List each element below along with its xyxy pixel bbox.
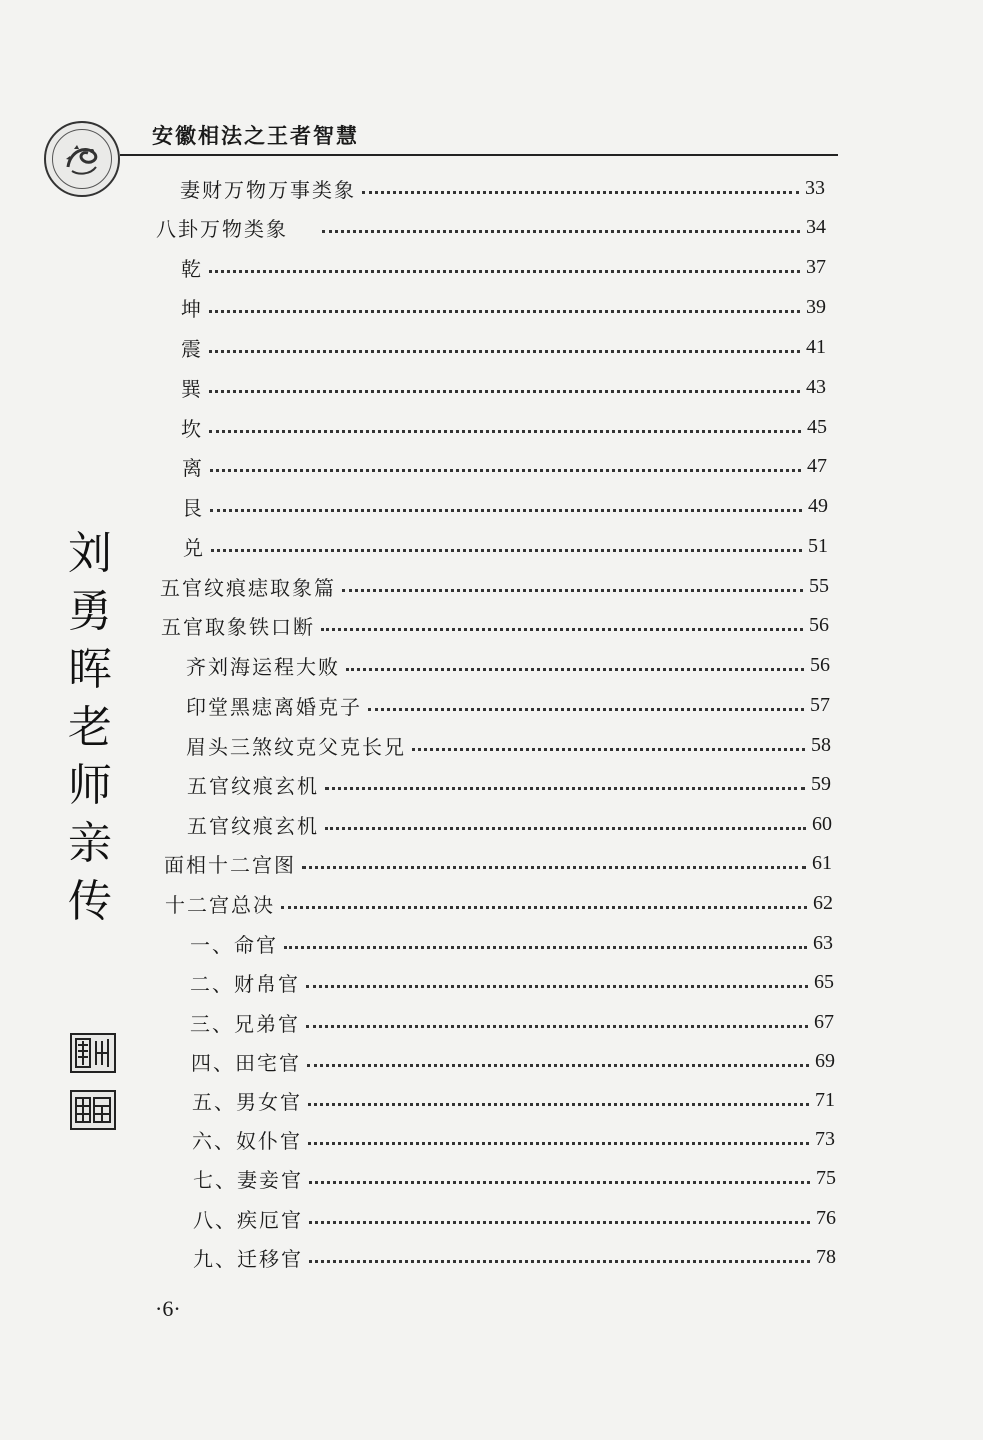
dot-leader [322, 230, 800, 233]
toc-entry-label: 五官纹痕痣取象篇 [160, 575, 336, 600]
toc-entry-label: 艮 [182, 495, 204, 520]
toc-entry[interactable] [180, 174, 825, 202]
toc-entry-page: 73 [815, 1127, 835, 1150]
toc-entry-label: 乾 [181, 256, 203, 281]
toc-entry-page: 51 [808, 534, 828, 557]
toc-entry[interactable] [192, 1086, 835, 1114]
toc-entry-page: 59 [811, 772, 831, 795]
toc-entry-page: 41 [806, 335, 826, 358]
toc-entry-label: 八卦万物类象 [156, 216, 288, 241]
toc-entry-label: 妻财万物万事类象 [180, 177, 356, 202]
dot-leader [210, 509, 802, 512]
toc-entry-label: 五官纹痕玄机 [187, 773, 319, 798]
toc-entry[interactable] [165, 889, 833, 917]
toc-entry[interactable] [192, 1125, 835, 1153]
toc-entry-label: 震 [181, 336, 203, 361]
calligraphy-char: 老 [68, 702, 112, 753]
toc-entry[interactable] [186, 691, 830, 719]
toc-entry-label: 三、兄弟官 [190, 1011, 300, 1036]
seal-stamp-icon [70, 1033, 116, 1073]
dot-leader [306, 985, 808, 988]
toc-entry-label: 巽 [181, 376, 203, 401]
toc-entry[interactable] [193, 1243, 836, 1271]
toc-entry-page: 78 [816, 1245, 836, 1268]
toc-entry-label: 五官纹痕玄机 [187, 813, 319, 838]
toc-entry[interactable] [182, 492, 828, 520]
toc-entry[interactable] [161, 611, 829, 639]
toc-entry-label: 二、财帛官 [190, 971, 300, 996]
toc-entry-label: 眉头三煞纹克父克长兄 [186, 734, 406, 759]
toc-entry-label: 坎 [181, 416, 203, 441]
toc-entry-label: 九、迁移官 [193, 1246, 303, 1271]
toc-entry-page: 37 [806, 255, 826, 278]
toc-entry-label: 五、男女官 [192, 1089, 302, 1114]
toc-entry-page: 49 [808, 494, 828, 517]
running-header-title: 安徽相法之王者智慧 [152, 124, 359, 148]
toc-entry[interactable] [181, 413, 827, 441]
vertical-calligraphy [62, 525, 118, 931]
toc-entry-page: 63 [813, 931, 833, 954]
toc-entry-label: 面相十二宫图 [164, 852, 296, 877]
toc-entry[interactable] [190, 968, 834, 996]
dot-leader [308, 1103, 809, 1106]
dot-leader [346, 668, 804, 671]
toc-entry-page: 71 [815, 1088, 835, 1111]
toc-entry[interactable] [187, 770, 831, 798]
dot-leader [306, 1025, 808, 1028]
dot-leader [211, 549, 802, 552]
toc-entry[interactable] [164, 849, 832, 877]
toc-entry-label: 一、命官 [190, 932, 278, 957]
dragon-emblem-icon [44, 121, 120, 197]
toc-entry-page: 67 [814, 1010, 834, 1033]
dot-leader [209, 390, 800, 393]
toc-entry-page: 75 [816, 1166, 836, 1189]
toc-entry[interactable] [193, 1204, 836, 1232]
toc-entry[interactable] [181, 253, 826, 281]
toc-entry[interactable] [190, 929, 833, 957]
toc-entry[interactable] [186, 651, 830, 679]
toc-entry[interactable] [156, 213, 826, 241]
toc-entry-page: 62 [813, 891, 833, 914]
calligraphy-char: 刘 [68, 528, 112, 579]
dot-leader [308, 1142, 809, 1145]
toc-entry-page: 43 [806, 375, 826, 398]
toc-entry[interactable] [181, 293, 826, 321]
dot-leader [368, 708, 804, 711]
toc-entry-page: 34 [806, 215, 826, 238]
toc-entry-label: 八、疾厄官 [193, 1207, 303, 1232]
toc-entry-page: 45 [807, 415, 827, 438]
seal-stamp-icon [70, 1090, 116, 1130]
toc-entry-page: 58 [811, 733, 831, 756]
header-rule [120, 154, 838, 156]
toc-entry[interactable] [187, 810, 832, 838]
dot-leader [412, 748, 805, 751]
page-number: ·6· [155, 1296, 181, 1321]
calligraphy-char: 晖 [68, 644, 112, 695]
toc-entry[interactable] [190, 1008, 834, 1036]
toc-entry-page: 60 [812, 812, 832, 835]
toc-entry-label: 印堂黑痣离婚克子 [186, 694, 362, 719]
toc-entry-label: 离 [182, 455, 204, 480]
toc-entry-page: 76 [816, 1206, 836, 1229]
toc-entry[interactable] [183, 532, 828, 560]
dot-leader [284, 946, 807, 949]
calligraphy-char: 勇 [68, 586, 112, 637]
dot-leader [325, 827, 806, 830]
toc-entry-label: 四、田宅官 [191, 1050, 301, 1075]
dot-leader [210, 469, 801, 472]
toc-entry-page: 61 [812, 851, 832, 874]
toc-entry[interactable] [191, 1047, 835, 1075]
toc-entry[interactable] [193, 1164, 836, 1192]
toc-entry-page: 47 [807, 454, 827, 477]
calligraphy-char: 亲 [68, 818, 112, 869]
calligraphy-char: 师 [68, 760, 112, 811]
dot-leader [309, 1181, 810, 1184]
toc-entry-label: 五官取象铁口断 [161, 614, 315, 639]
toc-entry-label: 坤 [181, 296, 203, 321]
dot-leader [209, 350, 800, 353]
dot-leader [209, 270, 800, 273]
dot-leader [209, 310, 800, 313]
dot-leader [209, 430, 801, 433]
toc-entry-page: 33 [805, 176, 825, 199]
toc-entry-label: 六、奴仆官 [192, 1128, 302, 1153]
toc-entry-page: 39 [806, 295, 826, 318]
toc-entry-label: 兑 [183, 535, 205, 560]
toc-entry-page: 55 [809, 574, 829, 597]
dot-leader [321, 628, 803, 631]
toc-entry[interactable] [186, 731, 831, 759]
toc-entry-label: 十二宫总决 [165, 892, 275, 917]
dot-leader [281, 906, 807, 909]
dot-leader [325, 787, 805, 790]
toc-entry-page: 56 [810, 653, 830, 676]
toc-entry-page: 56 [809, 613, 829, 636]
toc-entry[interactable] [181, 373, 826, 401]
toc-entry[interactable] [182, 452, 827, 480]
toc-entry[interactable] [181, 333, 826, 361]
dot-leader [342, 589, 803, 592]
dot-leader [307, 1064, 809, 1067]
dot-leader [309, 1260, 810, 1263]
dot-leader [362, 191, 799, 194]
toc-entry[interactable] [160, 572, 829, 600]
toc-entry-label: 七、妻妾官 [193, 1167, 303, 1192]
toc-entry-page: 65 [814, 970, 834, 993]
toc-entry-page: 69 [815, 1049, 835, 1072]
toc-entry-page: 57 [810, 693, 830, 716]
toc-entry-label: 齐刘海运程大败 [186, 654, 340, 679]
calligraphy-char: 传 [68, 876, 112, 927]
dot-leader [309, 1221, 810, 1224]
dot-leader [302, 866, 806, 869]
